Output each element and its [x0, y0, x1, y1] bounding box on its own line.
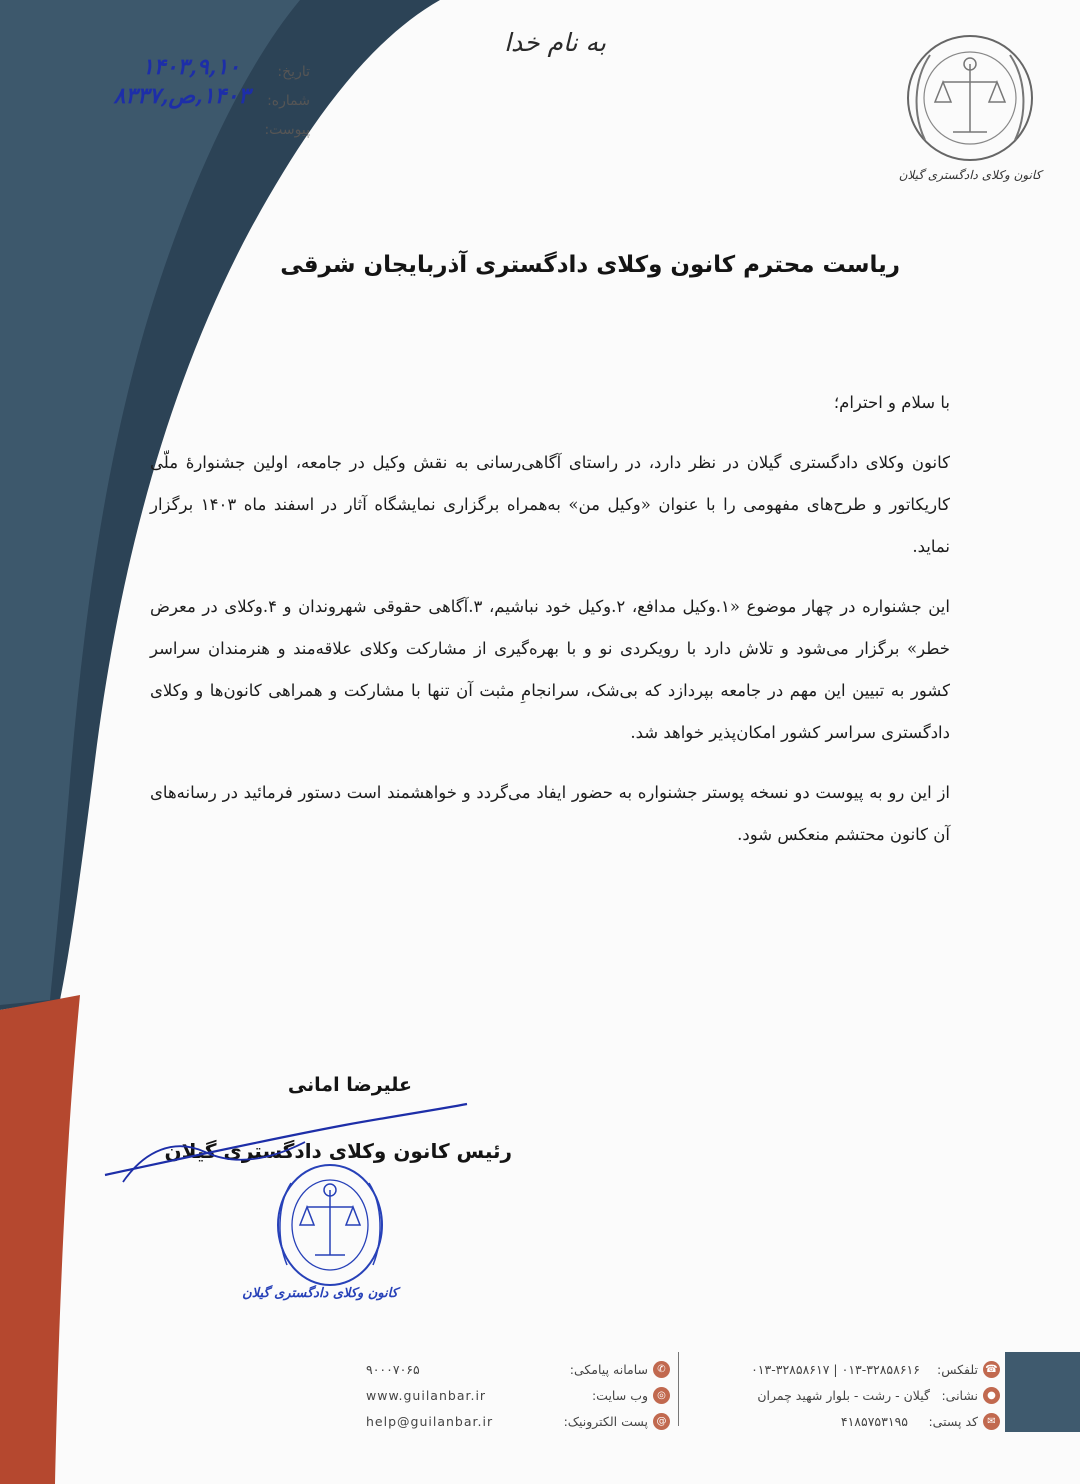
paragraph-3: از این رو به پیوست دو نسخه پوستر جشنواره به حضور ایفاد می‌گردد و خواهشمند است دستور فرمائید در رسانه‌های آن کانون محتشم منعکس شود.	[150, 783, 950, 844]
footer-postal	[690, 1412, 1000, 1434]
date-label: تاریخ:	[277, 64, 310, 80]
sms-label: سامانه پیامکی:	[569, 1362, 648, 1377]
globe-icon: ◎	[653, 1387, 670, 1404]
seal-caption: کانون وکلای دادگستری گیلان	[898, 168, 1042, 182]
letterhead-footer	[0, 1352, 1080, 1442]
paragraph-1: کانون وکلای دادگستری گیلان در نظر دارد، در راستای آگاهی‌رسانی به نقش وکیل در جامعه، اولین جشنوارهٔ ملّی کاریکاتور و طرح‌های مفهومی را با عنوان «وکیل من» به‌همراه برگزاری نمایشگاه آثار در اسفند ماه ۱۴۰۳ برگزار نماید.	[150, 453, 950, 556]
address-value: گیلان - رشت - بلوار شهید چمران	[757, 1388, 930, 1403]
attachment-label: پیوست:	[264, 122, 310, 138]
website-value[interactable]: www.guilanbar.ir	[366, 1388, 487, 1403]
footer-accent-block	[1005, 1352, 1080, 1432]
footer-email	[360, 1412, 670, 1434]
footer-sms	[360, 1360, 670, 1382]
address-label: نشانی:	[941, 1388, 978, 1403]
sms-icon: ✆	[653, 1361, 670, 1378]
official-stamp-icon	[265, 1155, 395, 1305]
location-icon: ●	[983, 1387, 1000, 1404]
footer-phone	[690, 1360, 1000, 1382]
date-value: ۱۴۰۳,۹,۱۰	[141, 54, 240, 80]
recipient: ریاست محترم کانون وکلای دادگستری آذربایجان شرقی	[280, 252, 900, 278]
signer-name: علیرضا امانی	[287, 1074, 412, 1096]
postal-label: کد پستی:	[928, 1414, 978, 1429]
postal-value: ۴۱۸۵۷۵۳۱۹۵	[840, 1414, 908, 1429]
footer-website	[360, 1386, 670, 1408]
number-row	[90, 83, 310, 116]
phone-value: ۰۱۳-۳۲۸۵۸۶۱۶ | ۰۱۳-۳۲۸۵۸۶۱۷	[751, 1362, 920, 1377]
email-value[interactable]: help@guilanbar.ir	[366, 1414, 494, 1429]
fax-icon: ☎	[983, 1361, 1000, 1378]
postal-icon: ✉	[983, 1413, 1000, 1430]
paragraph-2: این جشنواره در چهار موضوع «۱.وکیل مدافع، ۲.وکیل خود نباشیم، ۳.آگاهی حقوقی شهروندان و ۴.وکلای در معرض خطر» برگزار می‌شود و تلاش دارد با رویکردی نو و با بهره‌گیری از مشارکت وکلای علاقه‌مند و هنرمندان سراسر کشور به تبیین این مهم در جامعه بپردازد که بی‌شک، سرانجامِ مثبت آن تنها با مشارکت و همراهی کانون‌ها و وکلای دادگستری سراسر کشور امکان‌پذیر خواهد شد.	[150, 597, 950, 742]
attachment-row	[90, 116, 310, 145]
number-value: ۱۴۰۳,ص,۸۳۳۷	[113, 83, 250, 109]
email-icon: @	[653, 1413, 670, 1430]
signer-title: رئیس کانون وکلای دادگستری گیلان	[164, 1139, 512, 1163]
website-label: وب سایت:	[591, 1388, 648, 1403]
phone-label: تلفکس:	[937, 1362, 978, 1377]
email-label: پست الکترونیک:	[563, 1414, 648, 1429]
stamp-caption: کانون وکلای دادگستری گیلان	[242, 1286, 398, 1301]
footer-divider	[678, 1352, 679, 1426]
basmala: به نام خدا	[504, 28, 606, 57]
letter-meta	[90, 54, 310, 145]
greeting: با سلام و احترام؛	[833, 393, 950, 412]
letter-body	[150, 382, 950, 874]
number-label: شماره:	[267, 93, 310, 109]
sms-value: ۹۰۰۰۷۰۶۵	[366, 1362, 420, 1377]
footer-address	[690, 1386, 1000, 1408]
